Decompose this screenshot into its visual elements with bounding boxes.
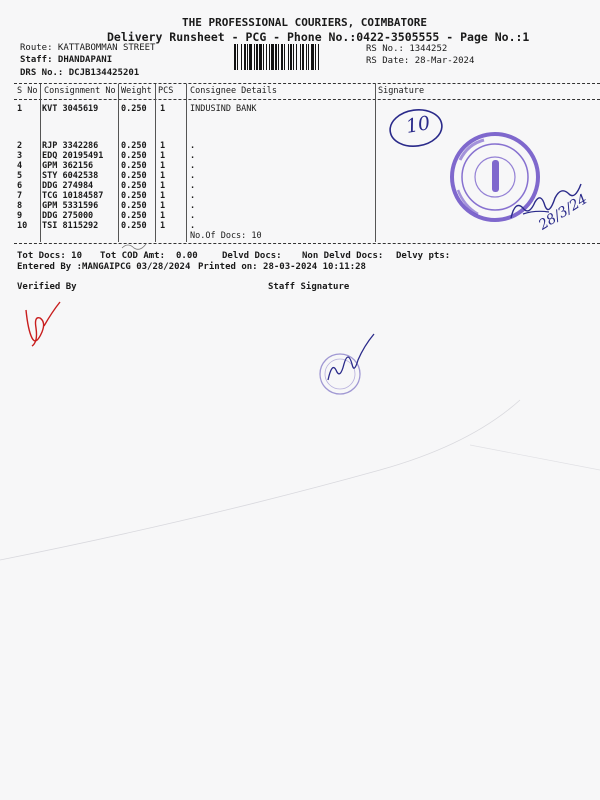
entered-by: Entered By :MANGAIPCG 03/28/2024: [17, 262, 191, 272]
row-details: .: [190, 211, 196, 221]
row-pcs: 1: [160, 161, 166, 171]
row-pcs: 1: [160, 191, 166, 201]
row-details: .: [190, 221, 196, 231]
non-delvd-docs: Non Delvd Docs:: [302, 251, 384, 261]
row-sno: 10: [17, 221, 28, 231]
row-consignment: TSI 8115292: [42, 221, 99, 231]
row-sno: 2: [17, 141, 23, 151]
col-divider: [375, 84, 376, 242]
row-pcs: 1: [160, 211, 166, 221]
row-sno: 6: [17, 181, 23, 191]
row-details: .: [190, 151, 196, 161]
row-weight: 0.250: [121, 221, 147, 231]
drs-number: DRS No.: DCJB134425201: [20, 68, 140, 78]
row-weight: 0.250: [121, 151, 147, 161]
row-sno: 9: [17, 211, 23, 221]
staff-signature-label: Staff Signature: [268, 282, 350, 292]
rs-number: RS No.: 1344252: [366, 44, 448, 54]
col-divider: [155, 84, 156, 242]
col-sno: S No: [17, 86, 38, 96]
row-consignment: EDQ 20195491: [42, 151, 104, 161]
col-consignee: Consignee Details: [190, 86, 277, 96]
row-consignment: TCG 10184587: [42, 191, 104, 201]
row-details: .: [190, 141, 196, 151]
verified-by: Verified By: [17, 282, 77, 292]
col-signature: Signature: [378, 86, 425, 96]
row-pcs: 1: [160, 171, 166, 181]
verified-signature-red: [18, 296, 68, 356]
row-details: .: [190, 201, 196, 211]
row-weight: 0.250: [121, 141, 147, 151]
row-consignment: GPM 362156: [42, 161, 94, 171]
header-top-rule: [14, 83, 600, 84]
row-weight: 0.250: [121, 171, 147, 181]
row-details: .: [190, 161, 196, 171]
row-details: .: [190, 191, 196, 201]
row-pcs: 1: [160, 221, 166, 231]
col-divider: [186, 84, 187, 242]
row-pcs: 1: [160, 151, 166, 161]
tot-cod-label: Tot COD Amt:: [100, 251, 166, 261]
row-consignment: RJP 3342286: [42, 141, 99, 151]
row-weight: 0.250: [121, 191, 147, 201]
row-sno: 4: [17, 161, 23, 171]
cod-scribble: [120, 240, 150, 252]
route-label: Route: KATTABOMMAN STREET: [20, 43, 156, 53]
staff-label: Staff: DHANDAPANI: [20, 55, 113, 65]
col-weight: Weight: [121, 86, 152, 96]
row-weight: 0.250: [121, 161, 147, 171]
barcode: [234, 44, 360, 70]
row-details: .: [190, 171, 196, 181]
row-pcs: 1: [160, 201, 166, 211]
col-pcs: PCS: [158, 86, 174, 96]
row-pcs: 1: [160, 141, 166, 151]
tot-cod-value: 0.00: [176, 251, 198, 261]
printed-on: Printed on: 28-03-2024 10:11:28: [198, 262, 366, 272]
row-sno: 1: [17, 104, 23, 114]
row-consignment: GPM 5331596: [42, 201, 99, 211]
row-sno: 3: [17, 151, 23, 161]
row-pcs: 1: [160, 104, 166, 114]
row-sno: 8: [17, 201, 23, 211]
handwritten-date: 28/3/24: [536, 191, 591, 234]
col-consignment: Consignment No: [44, 86, 116, 96]
company-title: THE PROFESSIONAL COURIERS, COIMBATORE: [182, 16, 428, 29]
row-sno: 7: [17, 191, 23, 201]
row-consignment: DDG 275000: [42, 211, 94, 221]
row-details: .: [190, 181, 196, 191]
col-divider: [118, 84, 119, 242]
tot-docs: Tot Docs: 10: [17, 251, 83, 261]
header-bottom-rule: [14, 99, 600, 100]
delvd-docs: Delvd Docs:: [222, 251, 282, 261]
row-weight: 0.250: [121, 201, 147, 211]
row-weight: 0.250: [121, 104, 147, 114]
col-divider: [40, 84, 41, 242]
staff-signature-scribble: [318, 330, 378, 390]
row-consignment: DDG 274984: [42, 181, 94, 191]
row-sno: 5: [17, 171, 23, 181]
rs-date: RS Date: 28-Mar-2024: [366, 56, 475, 66]
table-bottom-rule: [14, 243, 600, 244]
row-consignment: KVT 3045619: [42, 104, 99, 114]
row-weight: 0.250: [121, 181, 147, 191]
row-weight: 0.250: [121, 211, 147, 221]
delvy-pts: Delvy pts:: [396, 251, 451, 261]
row-pcs: 1: [160, 181, 166, 191]
row-consignment: STY 6042538: [42, 171, 99, 181]
circled-number-text: 10: [404, 112, 432, 138]
no-of-docs: No.Of Docs: 10: [190, 231, 262, 241]
row-details: INDUSIND BANK: [190, 104, 257, 114]
runsheet-title: Delivery Runsheet - PCG - Phone No.:0422-3505555 - Page No.:1: [107, 30, 530, 44]
